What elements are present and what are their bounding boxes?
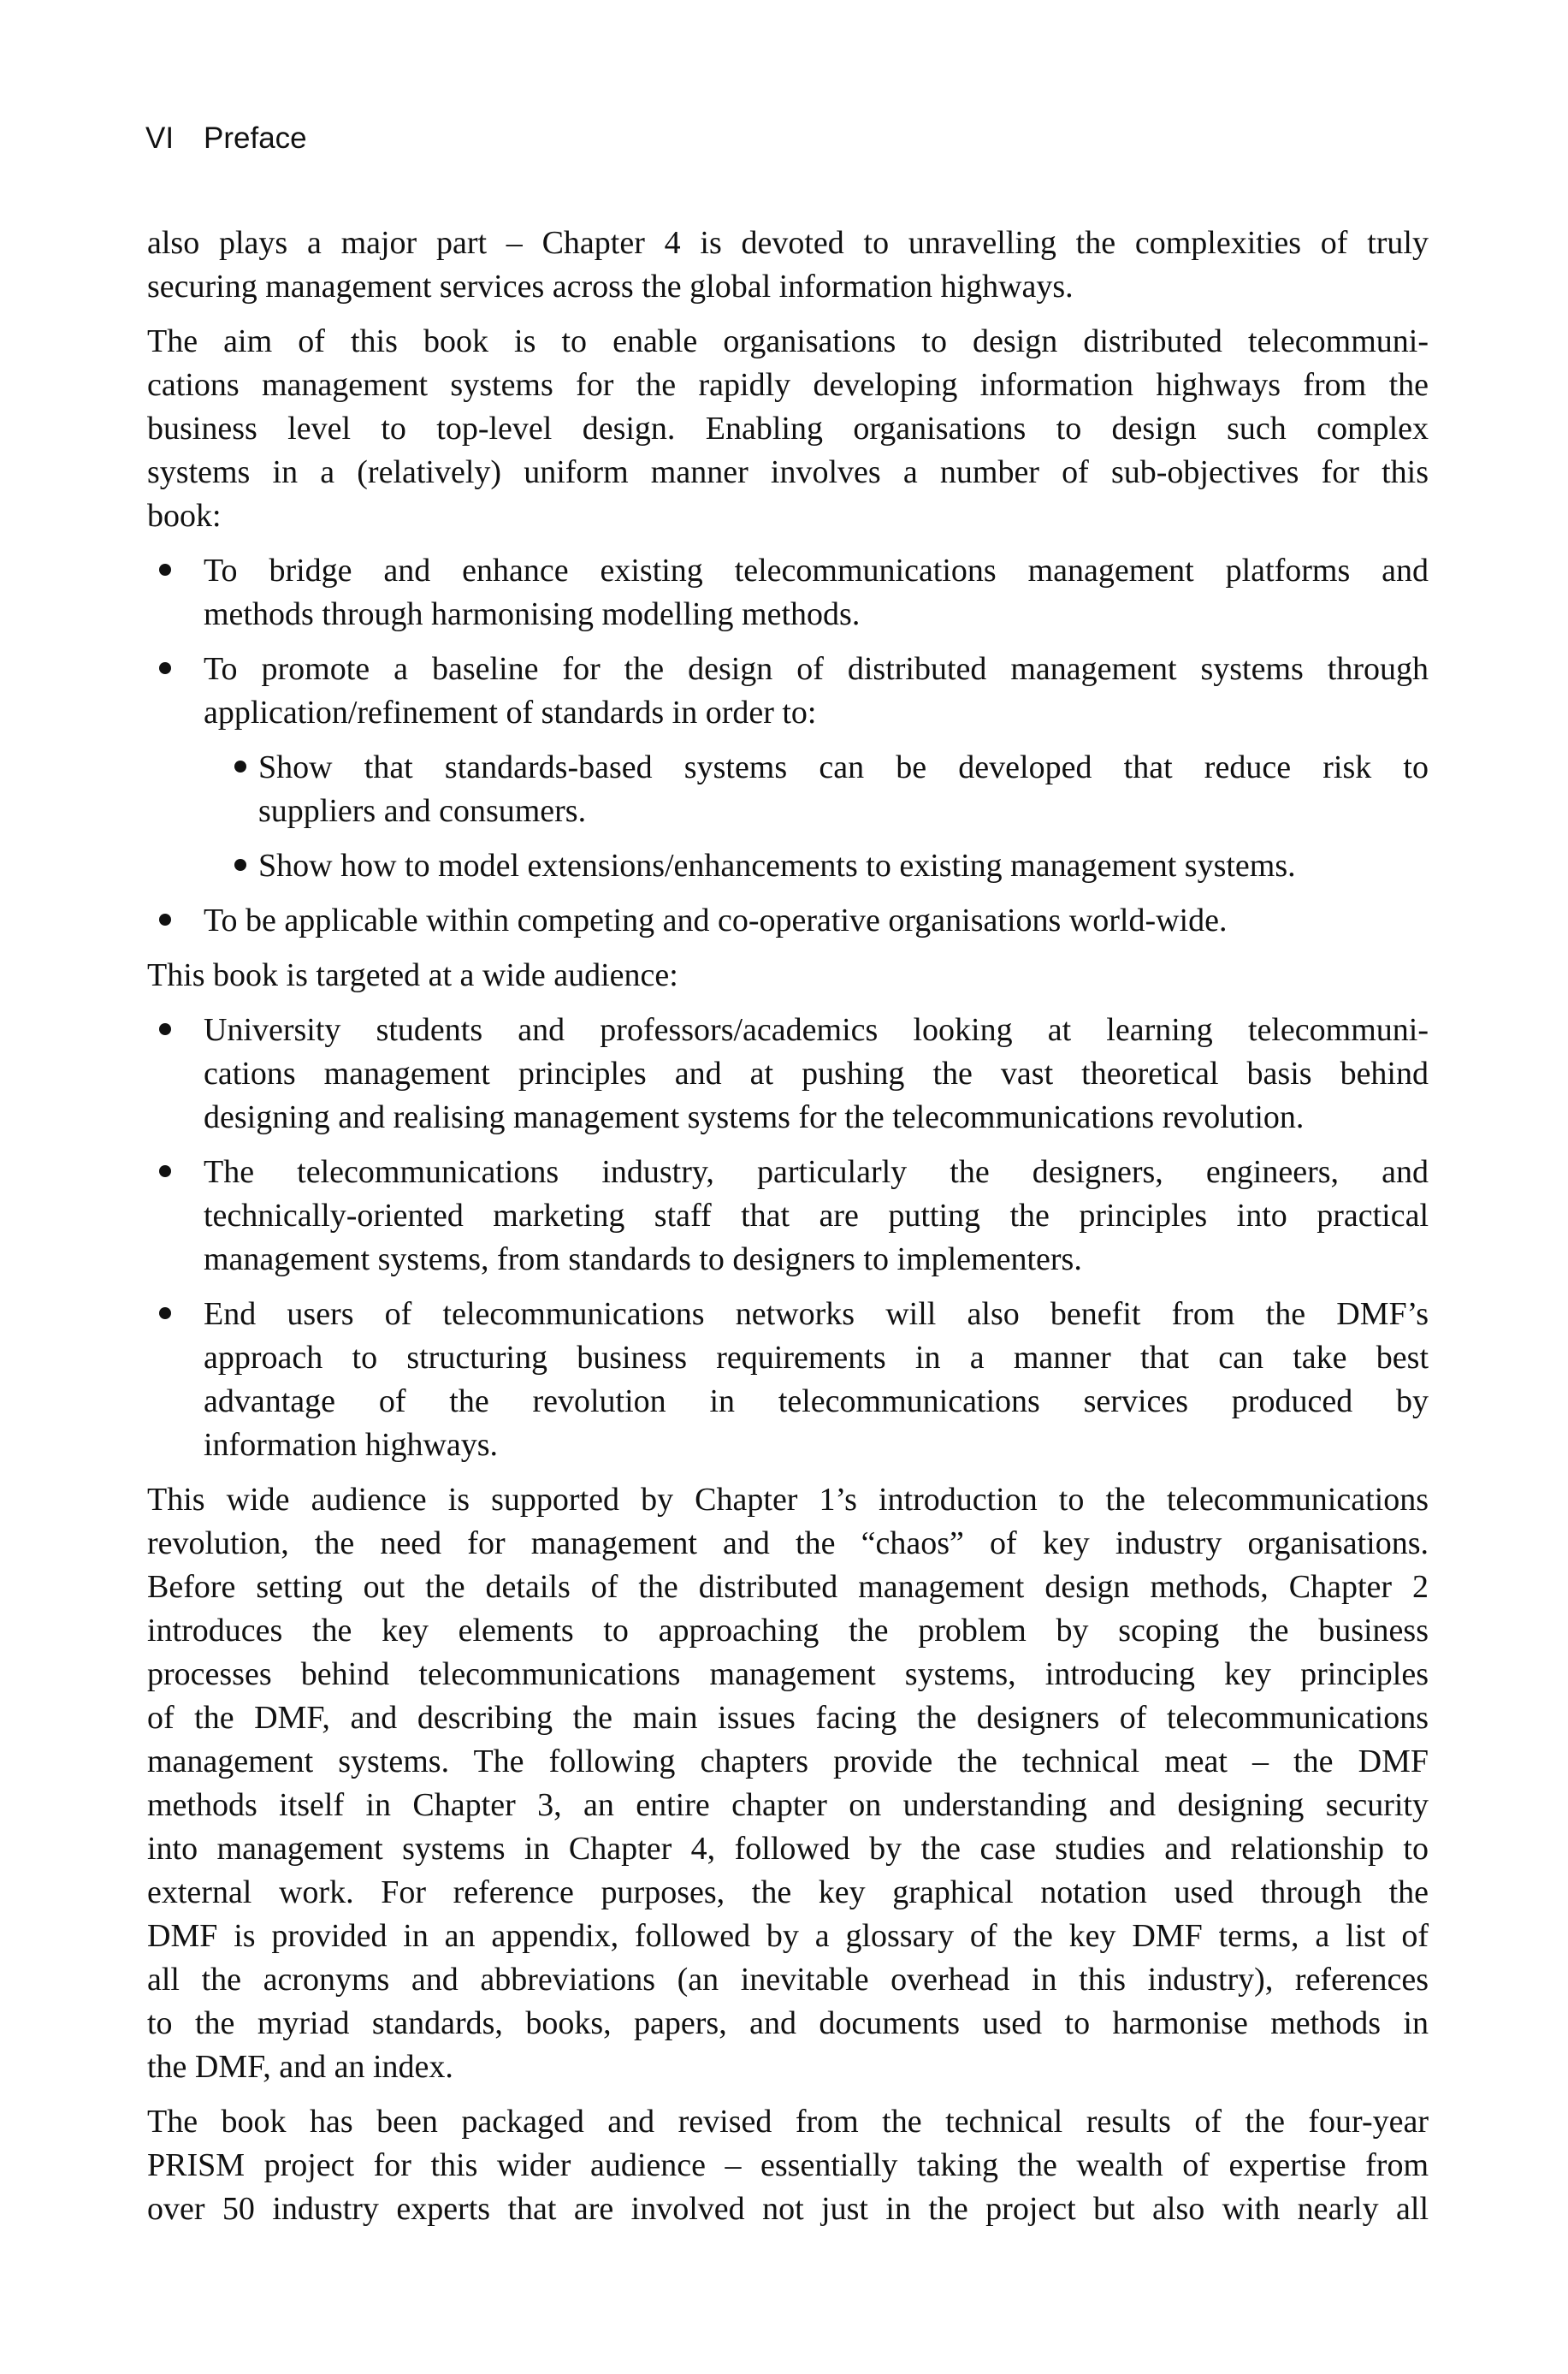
text-line: End users of telecommunications networks will also benefit from the DMF’s (204, 1296, 1429, 1332)
sub-bullet-item (258, 746, 1429, 833)
text-line: suppliers and consumers. (258, 793, 587, 829)
bullet-icon (234, 859, 246, 871)
running-header-section: Preface (204, 121, 307, 155)
text-line: systems in a (relatively) uniform manner involves a number of sub-objectives for this (147, 454, 1429, 490)
bullet-item (147, 1151, 1429, 1282)
text-line: methods itself in Chapter 3, an entire chapter on understanding and designing security (147, 1787, 1429, 1823)
text-line: revolution, the need for management and the “chaos” of key industry organisations. (147, 1525, 1429, 1561)
text-line: The book has been packaged and revised from the technical results of the four-year (147, 2104, 1429, 2140)
text-line: cations management principles and at pushing the vast theoretical basis behind (204, 1056, 1429, 1092)
text-line: to the myriad standards, books, papers, and documents used to harmonise methods in (147, 2005, 1429, 2041)
text-line: all the acronyms and abbreviations (an inevitable overhead in this industry), references (147, 1962, 1429, 1998)
bullet-item (147, 648, 1429, 735)
text-line: To promote a baseline for the design of distributed management systems through (204, 651, 1429, 687)
text-line: application/refinement of standards in order to: (204, 695, 817, 731)
text-line: This book is targeted at a wide audience: (147, 957, 678, 993)
text-line: designing and realising management systems for the telecommunications revolution. (204, 1099, 1305, 1135)
text-line: PRISM project for this wider audience – essentially taking the wealth of expertise from (147, 2147, 1429, 2183)
bullet-item (147, 899, 1429, 943)
paragraph (147, 222, 1429, 309)
text-line: business level to top-level design. Enabling organisations to design such complex (147, 411, 1429, 447)
bullet-icon (159, 662, 171, 674)
text-line: To be applicable within competing and co-operative organisations world-wide. (204, 903, 1228, 938)
text-line: management systems, from standards to designers to implementers. (204, 1241, 1082, 1277)
text-line: Before setting out the details of the distributed management design methods, Chapter 2 (147, 1569, 1429, 1605)
paragraph (147, 320, 1429, 538)
text-line: external work. For reference purposes, the key graphical notation used through the (147, 1874, 1429, 1910)
text-line: book: (147, 498, 222, 534)
text-line: introduces the key elements to approaching the problem by scoping the business (147, 1613, 1429, 1649)
bullet-icon (159, 1307, 171, 1319)
text-line: DMF is provided in an appendix, followed by a glossary of the key DMF terms, a list of (147, 1918, 1429, 1954)
paragraph (147, 1478, 1429, 2089)
page-body (147, 222, 1429, 2242)
text-line: methods through harmonising modelling methods. (204, 596, 861, 632)
paragraph (147, 2100, 1429, 2231)
text-line: information highways. (204, 1427, 499, 1463)
text-line: the DMF, and an index. (147, 2049, 453, 2085)
text-line: University students and professors/academics looking at learning telecommuni- (204, 1012, 1429, 1048)
text-line: management systems. The following chapters provide the technical meat – the DMF (147, 1743, 1429, 1779)
text-line: also plays a major part – Chapter 4 is devoted to unravelling the complexities of truly (147, 225, 1429, 261)
text-line: Show how to model extensions/enhancements to existing management systems. (258, 848, 1296, 884)
bullet-icon (159, 564, 171, 576)
text-line: securing management services across the global information highways. (147, 269, 1074, 305)
text-line: This wide audience is supported by Chapter 1’s introduction to the telecommunications (147, 1482, 1429, 1518)
text-line: into management systems in Chapter 4, followed by the case studies and relationship to (147, 1831, 1429, 1867)
text-line: To bridge and enhance existing telecommunications management platforms and (204, 553, 1429, 589)
bullet-item (147, 1009, 1429, 1140)
bullet-icon (234, 761, 246, 773)
text-line: Show that standards-based systems can be developed that reduce risk to (258, 749, 1429, 785)
bullet-icon (159, 1023, 171, 1035)
text-line: The aim of this book is to enable organisations to design distributed telecommuni- (147, 323, 1429, 359)
paragraph (147, 954, 1429, 998)
bullet-icon (159, 914, 171, 926)
text-line: The telecommunications industry, particularly the designers, engineers, and (204, 1154, 1429, 1190)
text-line: technically-oriented marketing staff that are putting the principles into practical (204, 1198, 1429, 1234)
bullet-icon (159, 1165, 171, 1177)
text-line: over 50 industry experts that are involved not just in the project but also with nearly all (147, 2191, 1429, 2227)
text-line: processes behind telecommunications management systems, introducing key principles (147, 1656, 1429, 1692)
text-line: cations management systems for the rapidly developing information highways from the (147, 367, 1429, 403)
sub-bullet-item (258, 844, 1429, 888)
bullet-item (147, 1293, 1429, 1467)
text-line: of the DMF, and describing the main issues facing the designers of telecommunications (147, 1700, 1429, 1736)
page-number: VI (145, 121, 175, 155)
bullet-item (147, 549, 1429, 636)
text-line: approach to structuring business requirements in a manner that can take best (204, 1340, 1429, 1376)
text-line: advantage of the revolution in telecommunications services produced by (204, 1383, 1429, 1419)
